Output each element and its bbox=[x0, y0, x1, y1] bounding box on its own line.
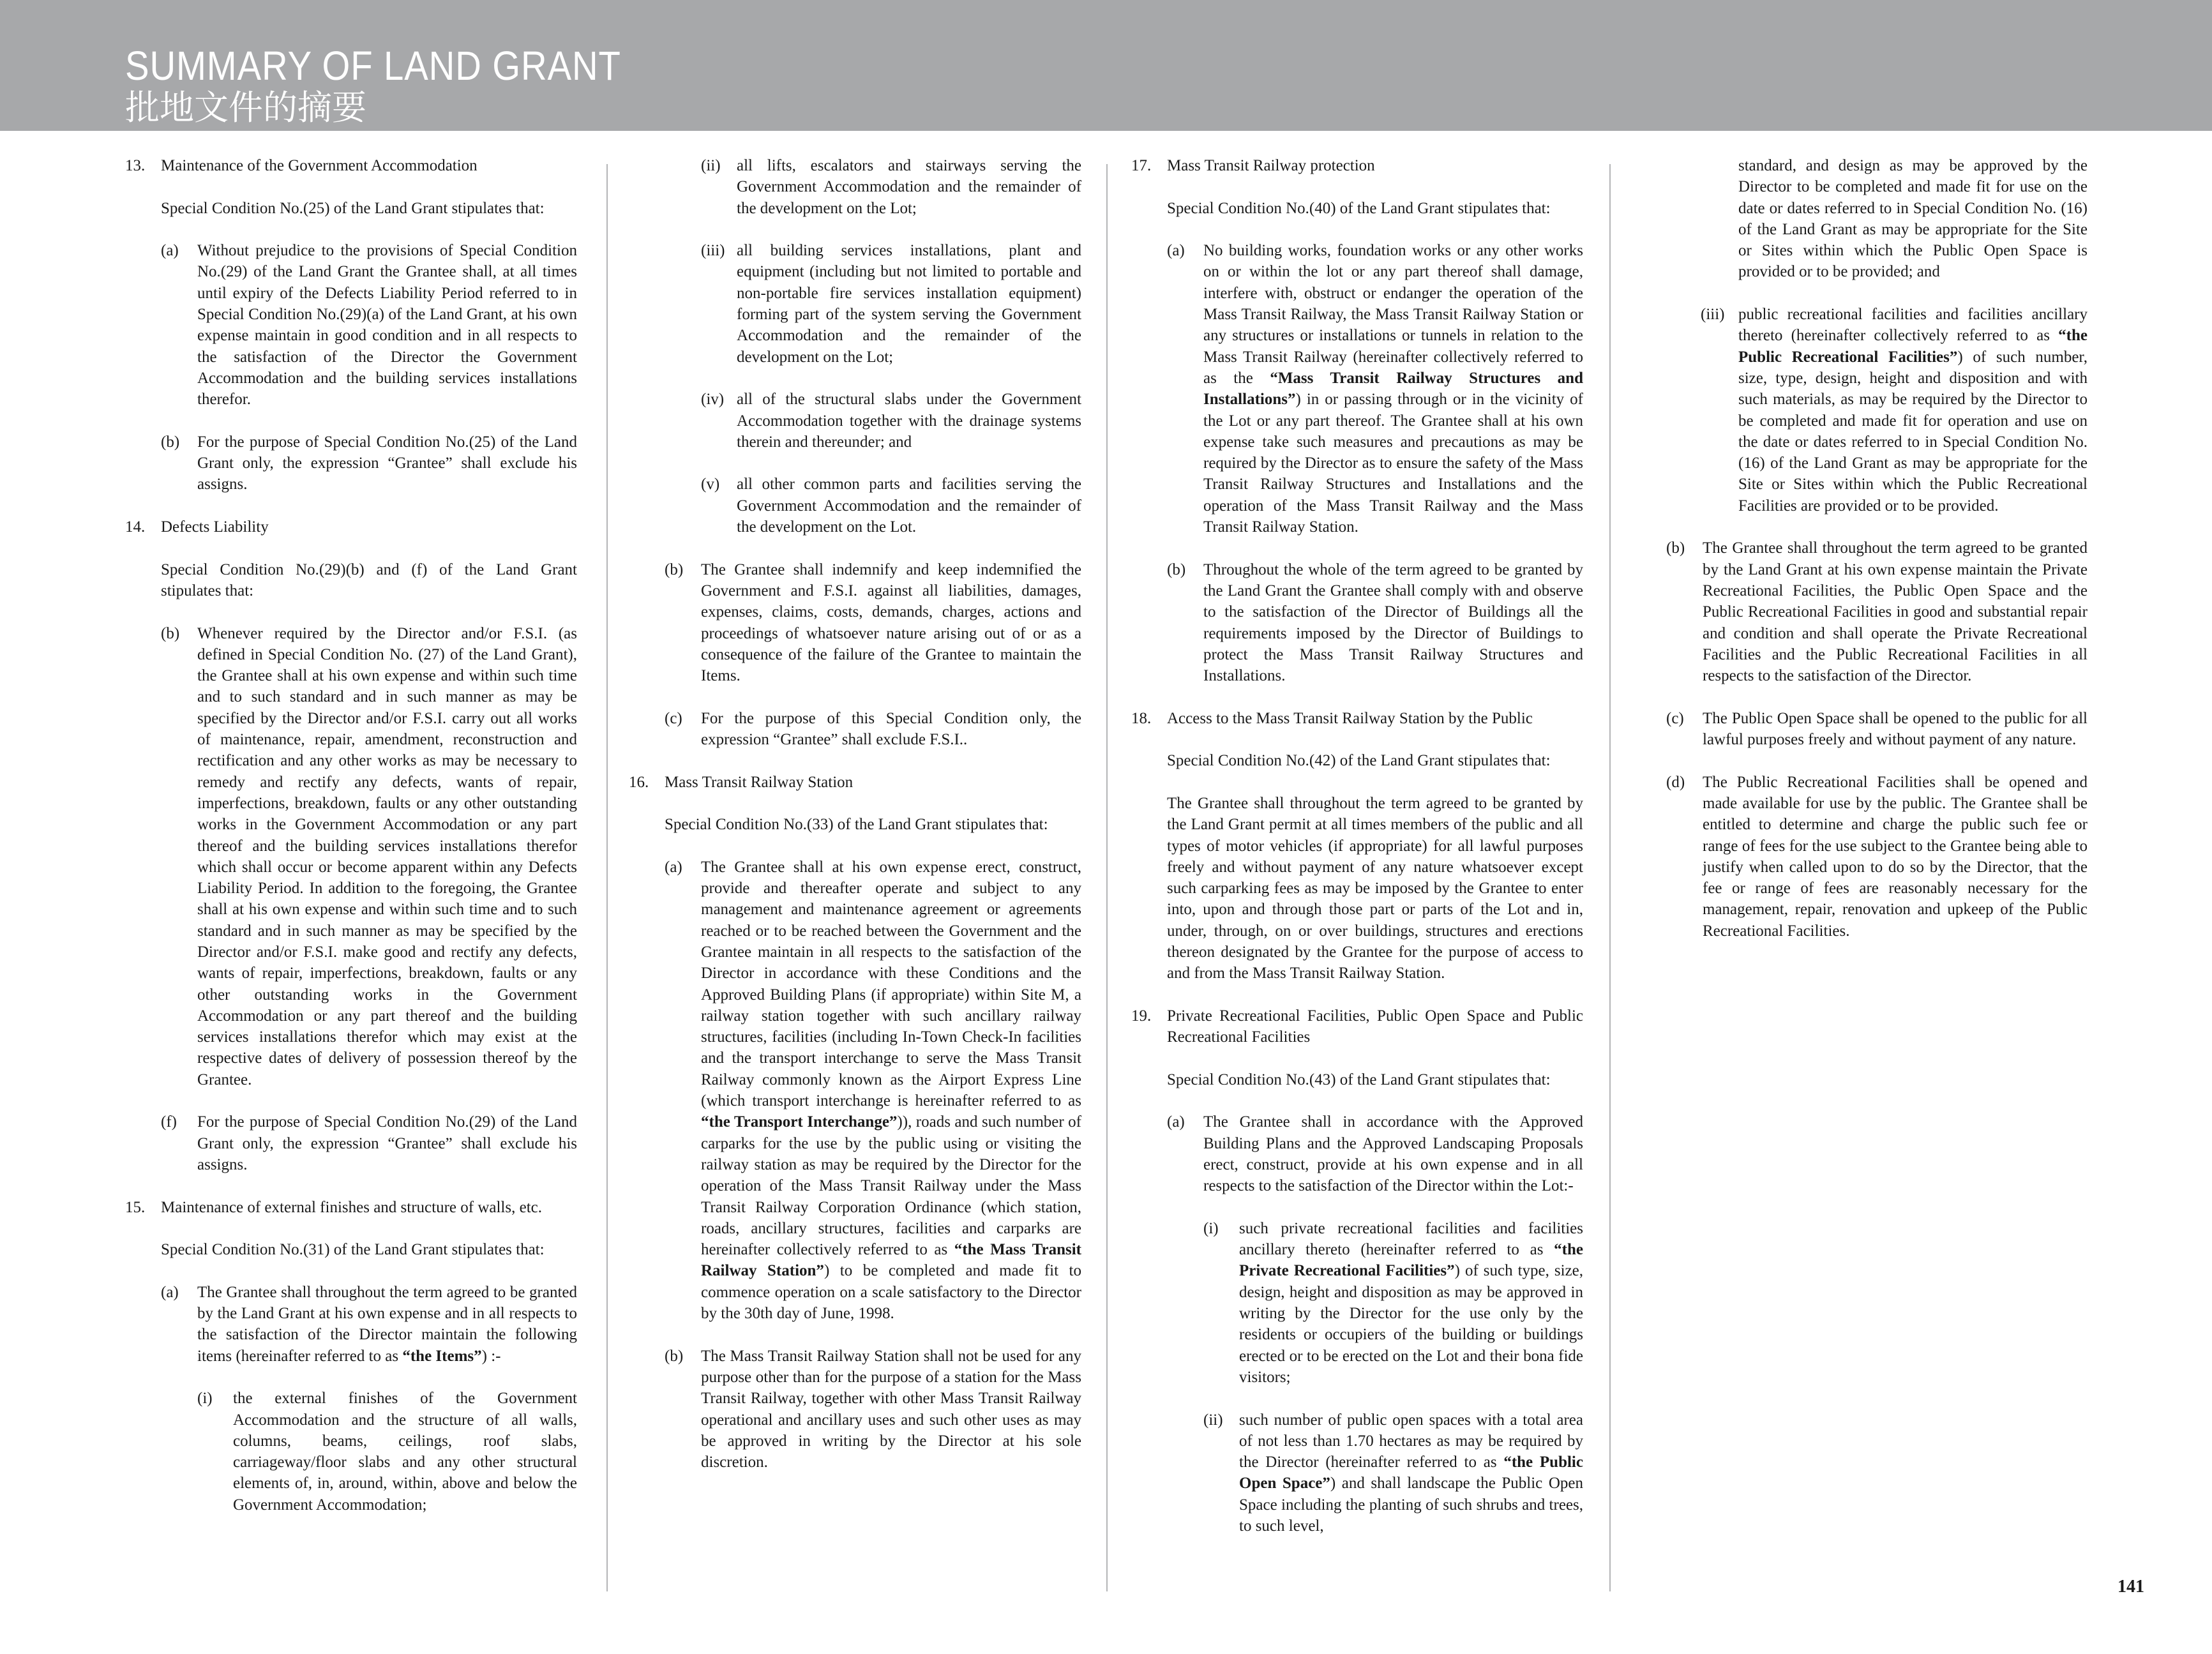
section-number: 13. bbox=[125, 157, 146, 174]
page-number: 141 bbox=[2118, 1577, 2144, 1597]
clause: (b) The Mass Transit Railway Station shall not be used for any purpose other than for the purpose of a station for the Mass Transit Railway, together with other Mass Transit Railway operational and ancillary uses and such other uses as may be approved in writing by the Director at his sole discretion. bbox=[665, 1347, 1081, 1471]
section-number: 17. bbox=[1131, 157, 1152, 174]
clause: (c) For the purpose of this Special Condition only, the expression “Grantee” shall exclude F.S.I.. bbox=[665, 709, 1081, 749]
section-intro: Special Condition No.(43) of the Land Grant stipulates that: bbox=[1167, 1071, 1551, 1088]
section-number: 15. bbox=[125, 1198, 146, 1216]
section-14-heading bbox=[125, 516, 577, 538]
section-intro: Special Condition No.(40) of the Land Grant stipulates that: bbox=[1167, 199, 1551, 217]
section-body: The Grantee shall throughout the term agreed to be granted by the Land Grant permit at all times members of the public and all types of motor vehicles (if appropriate) for all lawful purposes freely and without payment of any nature whatsoever except such carparking fees as may be imposed by the Grantee to enter into, upon and through those part or parts of the Lot and in, under, through, on or over buildings, structures and erections thereon designated by the Grantee for the purpose of access to and from the Mass Transit Railway Station. bbox=[1167, 794, 1583, 982]
section-title: Mass Transit Railway protection bbox=[1167, 157, 1375, 174]
section-number: 19. bbox=[1131, 1007, 1152, 1025]
clause: (b) Throughout the whole of the term agreed to be granted by the Land Grant the Grantee shall comply with and observe to the satisfaction of the Director of Buildings all the requirements imposed by the Director of Buildings to protect the Mass Transit Railway Structures and Installations. bbox=[1167, 560, 1583, 685]
sub-clause: (iv) all of the structural slabs under the Government Accommodation together with the drainage systems therein and thereunder; and bbox=[701, 391, 1081, 451]
clause: (a) The Grantee shall in accordance with the Approved Building Plans and the Approved Landscaping Proposals erect, construct, provide at his own expense and in all respects to the satisfaction of the Director within the Lot:- bbox=[1167, 1113, 1583, 1195]
section-title: Maintenance of external finishes and structure of walls, etc. bbox=[161, 1198, 542, 1216]
clause: (a) The Grantee shall throughout the term agreed to be granted by the Land Grant at his own expense and in all respects to the satisfaction of the Director maintain the following items (hereinafter referred to as “the Items”) :- bbox=[161, 1283, 577, 1365]
clause: (d) The Public Recreational Facilities shall be opened and made available for use by the public. The Grantee shall be entitled to determine and charge the public such fee or range of fees for the use subject to the Grantee being able to justify when called upon to do so by the Director, that the fee or range of fees are reasonably necessary for the management, repair, renovation and upkeep of the Public Recreational Facilities. bbox=[1666, 773, 2088, 940]
column-divider bbox=[1106, 164, 1108, 1591]
section-intro: Special Condition No.(42) of the Land Grant stipulates that: bbox=[1167, 752, 1551, 770]
clause: (a) The Grantee shall at his own expense erect, construct, provide and thereafter operate and subject to any management and maintenance agreement or agreements reached or to be reached between the Government and the Grantee maintain in all respects to the satisfaction of the Director in accordance with these Conditions and the Approved Building Plans (if appropriate) within Site M, a railway station together with such ancillary railway structures, facilities (including In-Town Check-In facilities and the transport interchange to serve the Mass Transit Railway commonly known as the Airport Express Line (which transport interchange is hereinafter referred to as “the Transport Interchange”)), roads and such number of carparks for the use by the public using or visiting the railway station as may be required by the Director for the operation of the Mass Transit Railway under the Mass Transit Railway Corporation Ordinance (which station, roads, ancillary structures, facilities and carparks are hereinafter collectively referred to as “the Mass Transit Railway Station”) to be completed and made fit to commence operation on a scale satisfactory to the Director by the 30th day of June, 1998. bbox=[665, 858, 1082, 1323]
sub-clause: (iii) public recreational facilities and facilities ancillary thereto (hereinafter collectively referred to as “the Public Recreational Facilities”) of such number, size, type, design, height and disposition and with such materials, as may be required by the Director to be completed and made fit for operation and use on the date or dates referred to in Special Condition No. (16) of the Land Grant as may be appropriate for the Site or Sites within which the Public Recreational Facilities are provided or to be provided. bbox=[1701, 306, 2088, 515]
clause: (b) For the purpose of Special Condition No.(25) of the Land Grant only, the expression “Grantee” shall exclude his assigns. bbox=[161, 433, 577, 493]
section-16-heading bbox=[629, 772, 1081, 793]
defined-term: “the Public Recreational Facilities” bbox=[1738, 327, 2088, 366]
continued-text: standard, and design as may be approved by the Director to be completed and made fit for use on the date or dates referred to in Special Condition No. (16) of the Land Grant as may be appropriate for the Site or Sites within which the Public Open Space is provided or to be provided; and bbox=[1738, 157, 2088, 281]
page-title: SUMMARY OF LAND GRANT bbox=[125, 43, 621, 89]
defined-term: “the Items” bbox=[402, 1347, 482, 1365]
section-intro: Special Condition No.(29)(b) and (f) of the Land Grant stipulates that: bbox=[161, 560, 577, 599]
sub-clause: (i) such private recreational facilities and facilities ancillary thereto (hereinafter referred to as “the Private Recreational Facilities”) of such type, size, design, height and disposition as may be approved in writing by the Director for the use only by the residents or occupiers of the building or buildings erected or to be erected on the Lot and their bona fide visitors; bbox=[1203, 1219, 1583, 1386]
clause: (b) The Grantee shall indemnify and keep indemnified the Government and F.S.I. against all liabilities, damages, expenses, claims, costs, demands, charges, actions and proceedings of whatsoever nature arising out of or as a consequence of the failure of the Grantee to maintain the Items. bbox=[665, 560, 1081, 685]
sub-clause: (i) the external finishes of the Government Accommodation and the structure of all walls, columns, beams, ceilings, roof slabs, carriageway/floor slabs and any other structural elements of, in, around, within, above and below the Government Accommodation; bbox=[197, 1390, 577, 1514]
section-19-heading bbox=[1131, 1005, 1583, 1048]
clause: (c) The Public Open Space shall be opened to the public for all lawful purposes freely and without payment of any nature. bbox=[1666, 709, 2088, 749]
sub-clause: (v) all other common parts and facilities serving the Government Accommodation and the remainder of the development on the Lot. bbox=[701, 476, 1081, 536]
sub-clause: (ii) all lifts, escalators and stairways serving the Government Accommodation and the remainder of the development on the Lot; bbox=[701, 157, 1081, 217]
section-18-heading bbox=[1131, 708, 1583, 729]
defined-term: “Mass Transit Railway Structures and Installations” bbox=[1203, 369, 1583, 409]
section-title: Defects Liability bbox=[161, 518, 269, 536]
column-divider bbox=[606, 164, 608, 1591]
header-band bbox=[0, 0, 2212, 131]
section-17-heading bbox=[1131, 155, 1583, 176]
section-title: Maintenance of the Government Accommodation bbox=[161, 157, 478, 174]
section-15-heading bbox=[125, 1197, 577, 1218]
clause: (a) Without prejudice to the provisions of Special Condition No.(29) of the Land Grant the Grantee shall, at all times until expiry of the Defects Liability Period referred to in Special Condition No.(29)(a) of the Land Grant, at his own expense maintain in good condition and in all respects to the satisfaction of the Director the Government Accommodation and the building services installations therefor. bbox=[161, 242, 577, 409]
column-3 bbox=[1131, 155, 1583, 1537]
section-number: 14. bbox=[125, 518, 146, 536]
section-number: 16. bbox=[629, 773, 649, 791]
section-title: Access to the Mass Transit Railway Station by the Public bbox=[1167, 709, 1533, 727]
clause: (a) No building works, foundation works or any other works on or within the lot or any part thereof shall damage, interfere with, obstruct or endanger the operation of the Mass Transit Railway, the Mass Transit Railway Station or any structures or installations or tunnels in relation to the Mass Transit Railway (hereinafter collectively referred to as the “Mass Transit Railway Structures and Installations”) in or passing through or in the vicinity of the Lot or any part thereof. The Grantee shall at his own expense take such measures and precautions as may be required by the Director as to ensure the safety of the Mass Transit Railway Structures and Installations and the operation of the Mass Transit Railway and the Mass Transit Railway Station. bbox=[1167, 242, 1583, 536]
sub-clause: (iii) all building services installations, plant and equipment (including but not limited to portable and non-portable fire services installation equipment) forming part of the system serving the Government Accommodation and the remainder of the development on the Lot; bbox=[701, 242, 1081, 366]
defined-term: “the Public Open Space” bbox=[1239, 1454, 1583, 1492]
column-1 bbox=[125, 155, 577, 1515]
section-title: Private Recreational Facilities, Public Open Space and Public Recreational Facilities bbox=[1167, 1007, 1583, 1046]
column-divider bbox=[1609, 164, 1611, 1591]
defined-term: “the Transport Interchange” bbox=[701, 1113, 898, 1131]
defined-term: “the Private Recreational Facilities” bbox=[1239, 1241, 1583, 1280]
section-intro: Special Condition No.(33) of the Land Grant stipulates that: bbox=[665, 816, 1048, 834]
column-4 bbox=[1666, 155, 2088, 942]
clause: (b) Whenever required by the Director and/or F.S.I. (as defined in Special Condition No. (27) of the Land Grant), the Grantee shall at his own expense and within such time and to such standard and in such manner as may be specified by the Director and/or F.S.I. carry out all works of maintenance, repair, amendment, reconstruction and rectification and any other works as may be necessary to remedy and rectify any defects, wants of repair, imperfections, breakdown, faults or any other outstanding works in the Government Accommodation or any part thereof and the building services installations therefor which shall occur or become apparent within any Defects Liability Period. In addition to the foregoing, the Grantee shall at his own expense and within such time and to such standard and in such manner as may be specified by the Director and/or F.S.I. make good and rectify any defects, wants of repair, imperfections, breakdown, faults or any other outstanding works in the Government Accommodation or any part thereof and the building services installations therefor which may exist at the respective dates of delivery of possession thereof by the Grantee. bbox=[161, 624, 577, 1088]
section-intro: Special Condition No.(25) of the Land Grant stipulates that: bbox=[161, 199, 545, 217]
defined-term: “the Mass Transit Railway Station” bbox=[701, 1241, 1082, 1280]
section-title: Mass Transit Railway Station bbox=[665, 773, 854, 791]
section-13-heading bbox=[125, 155, 577, 176]
sub-clause: (ii) such number of public open spaces with a total area of not less than 1.70 hectares as may be required by the Director (hereinafter referred to as “the Public Open Space”) and shall landscape the Public Open Space including the planting of such shrubs and trees, to such level, bbox=[1203, 1411, 1583, 1535]
section-number: 18. bbox=[1131, 709, 1152, 727]
column-2 bbox=[629, 155, 1081, 1473]
clause: (f) For the purpose of Special Condition No.(29) of the Land Grant only, the expression “Grantee” shall exclude his assigns. bbox=[161, 1113, 577, 1173]
clause: (b) The Grantee shall throughout the term agreed to be granted by the Land Grant at his own expense maintain the Private Recreational Facilities, the Public Open Space and the Public Recreational Facilities in good and substantial repair and condition and shall operate the Private Recreational Facilities and the Public Recreational Facilities in all respects to the satisfaction of the Director. bbox=[1666, 539, 2088, 685]
section-intro: Special Condition No.(31) of the Land Grant stipulates that: bbox=[161, 1241, 545, 1259]
page-title-chinese: 批地文件的摘要 bbox=[125, 87, 366, 128]
